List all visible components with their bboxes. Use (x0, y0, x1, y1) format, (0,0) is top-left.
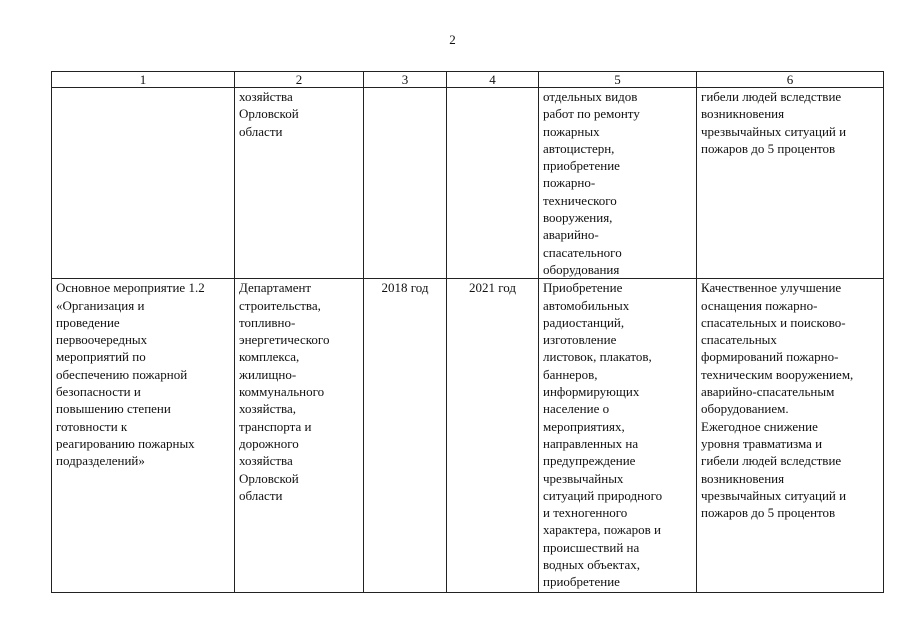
column-header-2: 2 (235, 72, 364, 88)
table-cell: гибели людей вследствие возникновения чрезвычайных ситуаций и пожаров до 5 процентов (697, 88, 884, 279)
table-cell: 2021 год (447, 279, 539, 593)
column-header-4: 4 (447, 72, 539, 88)
column-header-3: 3 (364, 72, 447, 88)
column-header-1: 1 (52, 72, 235, 88)
table-cell: Департамент строительства, топливно- энергетического комплекса, жилищно- коммунального хозяйства, транспорта и дорожного хозяйства Орловской области (235, 279, 364, 593)
table-cell: 2018 год (364, 279, 447, 593)
table-cell: Основное мероприятие 1.2 «Организация и проведение первоочередных мероприятий по обеспечению пожарной безопасности и повышению степени готовности к реагированию пожарных подразделений» (52, 279, 235, 593)
table-cell: Качественное улучшение оснащения пожарно- спасательных и поисково- спасательных формирований пожарно- техническим вооружением, аварийно-спасательным оборудованием. Ежегодное снижение уровня травматизма и гибели людей вследствие возникновения чрезвычайных ситуаций и пожаров до 5 процентов (697, 279, 884, 593)
table-cell (52, 88, 235, 279)
table-cell: Приобретение автомобильных радиостанций, изготовление листовок, плакатов, баннеров, информирующих население о мероприятиях, направленных на предупреждение чрезвычайных ситуаций природного и техногенного характера, пожаров и происшествий на водных объектах, приобретение (539, 279, 697, 593)
column-header-5: 5 (539, 72, 697, 88)
table-header-row (52, 72, 884, 88)
table-cell: хозяйства Орловской области (235, 88, 364, 279)
page-number: 2 (449, 32, 456, 47)
table-cell (447, 88, 539, 279)
measures-table (51, 71, 884, 593)
column-header-6: 6 (697, 72, 884, 88)
table-row (52, 279, 884, 593)
table-row (52, 88, 884, 279)
table-cell: отдельных видов работ по ремонту пожарных автоцистерн, приобретение пожарно- технического вооружения, аварийно- спасательного оборудования (539, 88, 697, 279)
table-cell (364, 88, 447, 279)
